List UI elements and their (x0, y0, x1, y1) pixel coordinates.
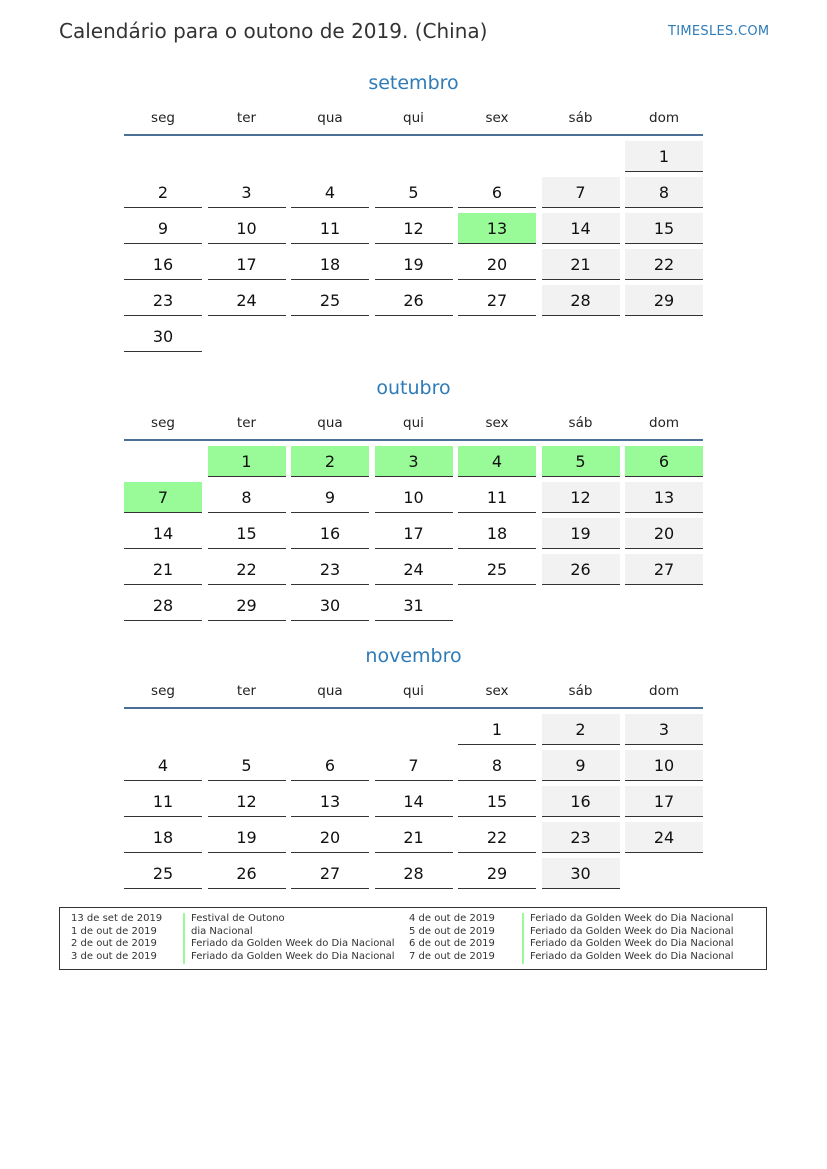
day-cell: 12 (208, 786, 286, 817)
empty-cell (291, 141, 369, 172)
day-cell: 30 (291, 590, 369, 621)
legend-holiday-name: dia Nacional (183, 926, 253, 939)
weekday-label: dom (649, 683, 679, 699)
day-cell: 9 (124, 213, 202, 244)
legend-item (71, 938, 395, 951)
day-cell: 8 (208, 482, 286, 513)
weekday-label: sáb (568, 683, 593, 699)
month-title: novembro (365, 645, 462, 667)
day-cell: 6 (291, 750, 369, 781)
day-cell: 7 (375, 750, 453, 781)
legend-date: 6 de out de 2019 (409, 938, 495, 950)
day-cell: 17 (375, 518, 453, 549)
day-cell: 9 (542, 750, 620, 781)
legend-date: 3 de out de 2019 (71, 951, 157, 963)
day-cell: 5 (375, 177, 453, 208)
weekday-label: seg (151, 415, 175, 431)
day-cell-holiday: 7 (124, 482, 202, 513)
day-cell: 23 (124, 285, 202, 316)
weekday-label: qua (317, 110, 343, 126)
weekday-header (124, 108, 703, 128)
day-cell: 14 (542, 213, 620, 244)
day-cell: 21 (375, 822, 453, 853)
month-november (124, 643, 703, 889)
day-cell: 11 (291, 213, 369, 244)
day-cell: 22 (625, 249, 703, 280)
page-title: Calendário para o outono de 2019. (China) (59, 19, 488, 43)
day-cell-holiday: 6 (625, 446, 703, 477)
day-cell: 15 (625, 213, 703, 244)
legend-holiday-name: Feriado da Golden Week do Dia Nacional (522, 926, 734, 939)
day-cell: 22 (458, 822, 536, 853)
day-cell: 30 (124, 321, 202, 352)
day-cell: 4 (291, 177, 369, 208)
day-cell: 12 (542, 482, 620, 513)
day-cell: 27 (625, 554, 703, 585)
day-cell: 26 (542, 554, 620, 585)
day-grid (124, 714, 703, 889)
weekday-header (124, 413, 703, 433)
day-grid (124, 141, 703, 352)
empty-cell (375, 714, 453, 745)
legend-date: 2 de out de 2019 (71, 938, 157, 950)
weekday-label: ter (236, 110, 257, 126)
legend-holiday-name: Feriado da Golden Week do Dia Nacional (522, 938, 734, 951)
day-cell: 23 (542, 822, 620, 853)
weekday-label: sex (485, 683, 509, 699)
day-cell: 16 (291, 518, 369, 549)
day-cell: 10 (625, 750, 703, 781)
day-cell: 1 (458, 714, 536, 745)
day-cell-holiday: 4 (458, 446, 536, 477)
day-cell: 27 (458, 285, 536, 316)
day-cell: 20 (458, 249, 536, 280)
empty-cell (208, 141, 286, 172)
weekday-label: dom (649, 110, 679, 126)
header-divider (124, 439, 703, 441)
empty-cell (124, 446, 202, 477)
day-cell: 25 (291, 285, 369, 316)
weekday-label: sáb (568, 415, 593, 431)
weekday-label: dom (649, 415, 679, 431)
day-cell: 16 (124, 249, 202, 280)
day-cell: 18 (291, 249, 369, 280)
legend-item (409, 938, 734, 951)
empty-cell (542, 141, 620, 172)
day-cell: 17 (625, 786, 703, 817)
weekday-label: qua (317, 683, 343, 699)
day-cell-holiday: 5 (542, 446, 620, 477)
day-cell: 3 (625, 714, 703, 745)
day-cell: 29 (458, 858, 536, 889)
legend-item (71, 925, 253, 939)
day-cell: 10 (375, 482, 453, 513)
day-cell: 28 (375, 858, 453, 889)
month-september (124, 70, 703, 352)
day-cell: 28 (124, 590, 202, 621)
legend-date: 5 de out de 2019 (409, 925, 495, 937)
day-cell-holiday: 1 (208, 446, 286, 477)
header-divider (124, 134, 703, 136)
weekday-label: ter (236, 683, 257, 699)
day-cell: 10 (208, 213, 286, 244)
day-cell: 28 (542, 285, 620, 316)
day-cell: 11 (458, 482, 536, 513)
day-cell: 19 (375, 249, 453, 280)
day-cell: 20 (291, 822, 369, 853)
legend-date: 1 de out de 2019 (71, 925, 157, 937)
day-cell: 23 (291, 554, 369, 585)
day-cell: 13 (625, 482, 703, 513)
day-cell: 3 (208, 177, 286, 208)
empty-cell (291, 714, 369, 745)
day-cell: 2 (124, 177, 202, 208)
weekday-header (124, 681, 703, 701)
legend-item (409, 913, 734, 926)
day-cell: 19 (208, 822, 286, 853)
weekday-label: qua (317, 415, 343, 431)
legend-item (71, 951, 395, 964)
day-cell-holiday: 13 (458, 213, 536, 244)
day-cell: 29 (208, 590, 286, 621)
day-cell: 1 (625, 141, 703, 172)
weekday-label: qui (403, 683, 424, 699)
weekday-label: ter (236, 415, 257, 431)
legend-date: 7 de out de 2019 (409, 951, 495, 963)
weekday-label: seg (151, 683, 175, 699)
day-cell: 2 (542, 714, 620, 745)
day-cell: 25 (458, 554, 536, 585)
weekday-label: qui (403, 415, 424, 431)
empty-cell (124, 141, 202, 172)
month-october (124, 375, 703, 621)
empty-cell (375, 141, 453, 172)
day-cell: 22 (208, 554, 286, 585)
legend-holiday-name: Feriado da Golden Week do Dia Nacional (183, 951, 395, 964)
day-cell: 5 (208, 750, 286, 781)
day-cell: 6 (458, 177, 536, 208)
day-cell: 8 (458, 750, 536, 781)
day-cell: 20 (625, 518, 703, 549)
day-cell: 24 (208, 285, 286, 316)
day-cell: 17 (208, 249, 286, 280)
day-cell: 18 (458, 518, 536, 549)
weekday-label: seg (151, 110, 175, 126)
weekday-label: sex (485, 415, 509, 431)
weekday-label: sex (485, 110, 509, 126)
day-cell: 14 (375, 786, 453, 817)
weekday-label: qui (403, 110, 424, 126)
day-cell: 18 (124, 822, 202, 853)
legend-holiday-name: Festival de Outono (183, 913, 285, 926)
legend-holiday-name: Feriado da Golden Week do Dia Nacional (522, 951, 734, 964)
header-divider (124, 707, 703, 709)
day-cell: 11 (124, 786, 202, 817)
day-cell: 30 (542, 858, 620, 889)
legend-date: 4 de out de 2019 (409, 913, 495, 924)
empty-cell (458, 141, 536, 172)
day-cell: 31 (375, 590, 453, 621)
day-cell: 29 (625, 285, 703, 316)
legend-column-right (409, 913, 734, 964)
day-cell: 24 (375, 554, 453, 585)
legend-column-left (71, 913, 395, 964)
legend-date: 13 de set de 2019 (71, 913, 163, 924)
legend-item (409, 925, 734, 939)
day-cell: 24 (625, 822, 703, 853)
legend-holiday-name: Feriado da Golden Week do Dia Nacional (183, 938, 395, 951)
day-cell: 21 (542, 249, 620, 280)
day-cell: 8 (625, 177, 703, 208)
day-cell: 26 (208, 858, 286, 889)
day-cell-holiday: 2 (291, 446, 369, 477)
day-cell-holiday: 3 (375, 446, 453, 477)
day-grid (124, 446, 703, 621)
day-cell: 15 (208, 518, 286, 549)
month-title: setembro (368, 72, 459, 94)
day-cell: 19 (542, 518, 620, 549)
legend-holiday-name: Feriado da Golden Week do Dia Nacional (522, 913, 734, 926)
empty-cell (208, 714, 286, 745)
day-cell: 15 (458, 786, 536, 817)
site-link[interactable]: TIMESLES.COM (668, 24, 770, 39)
day-cell: 27 (291, 858, 369, 889)
holiday-legend (59, 907, 767, 970)
day-cell: 13 (291, 786, 369, 817)
day-cell: 4 (124, 750, 202, 781)
day-cell: 14 (124, 518, 202, 549)
day-cell: 9 (291, 482, 369, 513)
day-cell: 21 (124, 554, 202, 585)
weekday-label: sáb (568, 110, 593, 126)
day-cell: 26 (375, 285, 453, 316)
day-cell: 25 (124, 858, 202, 889)
day-cell: 12 (375, 213, 453, 244)
empty-cell (124, 714, 202, 745)
legend-item (71, 913, 285, 926)
legend-item (409, 951, 734, 964)
day-cell: 7 (542, 177, 620, 208)
day-cell: 16 (542, 786, 620, 817)
month-title: outubro (376, 377, 451, 399)
